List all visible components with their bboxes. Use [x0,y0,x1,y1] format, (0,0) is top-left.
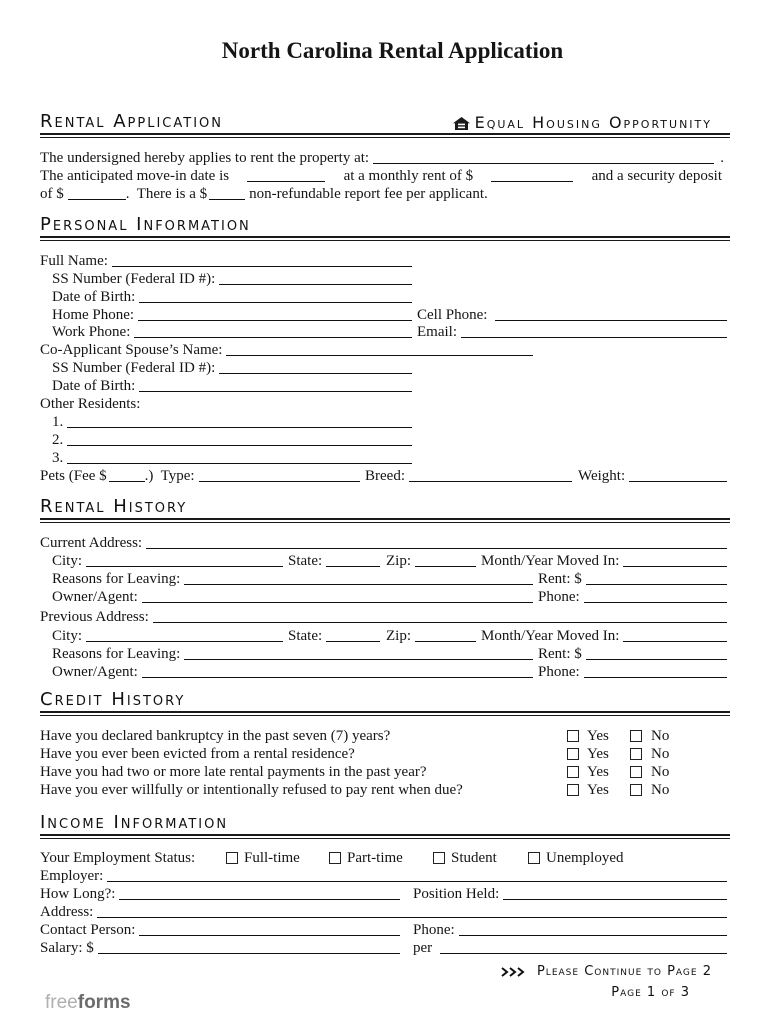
current-zip-field[interactable] [415,554,476,567]
report-fee-label: . There is a $ [125,186,208,202]
previous-phone-field[interactable] [584,665,727,678]
cell-phone-label: Cell Phone: [417,307,488,323]
home-phone-label: Home Phone: [52,307,135,323]
current-zip-row [386,552,476,570]
monthly-rent-field[interactable] [491,169,573,182]
security-deposit-label: and a security deposit [591,168,722,184]
resident-row [52,431,412,449]
property-address-period: . [720,150,724,166]
salary-period-field[interactable] [440,941,727,954]
reasons-label: Reasons for Leaving: [52,646,181,662]
ss-number-label: SS Number (Federal ID #): [52,271,216,287]
current-rent-field[interactable] [586,572,727,585]
previous-moved-in-row [481,627,727,645]
evicted-yes-checkbox[interactable] [567,748,579,760]
part-time-label: Part-time [347,850,403,866]
email-label: Email: [417,324,457,340]
resident-2-field[interactable] [67,433,412,446]
previous-rent-row [538,645,727,663]
resident-number: 2. [52,432,64,448]
current-address-label: Current Address: [40,535,143,551]
freeforms-logo [45,991,131,1015]
email-row [417,323,727,341]
current-phone-field[interactable] [584,590,727,603]
weight-label: Weight: [578,468,626,484]
late-payments-yes-checkbox[interactable] [567,766,579,778]
home-phone-field[interactable] [138,308,412,321]
student-checkbox[interactable] [433,852,445,864]
current-state-field[interactable] [326,554,380,567]
previous-owner-row [52,663,533,681]
section-heading-income-information: Income Information [40,812,229,833]
continue-note [501,962,712,982]
moved-in-label: Month/Year Moved In: [481,553,620,569]
employer-phone-row [413,921,727,939]
credit-question: Have you declared bankruptcy in the past seven (7) years? [40,728,391,744]
yes-label: Yes [587,782,609,798]
pets-row [40,467,360,485]
home-phone-row [52,306,412,324]
previous-phone-row [538,663,727,681]
position-held-field[interactable] [503,887,727,900]
resident-number: 3. [52,450,64,466]
breed-row [365,467,572,485]
no-label: No [651,764,670,780]
previous-address-label: Previous Address: [40,609,149,625]
date-of-birth-label: Date of Birth: [52,289,136,305]
previous-reasons-field[interactable] [184,647,533,660]
cell-phone-field[interactable] [495,308,727,321]
monthly-rent-label: at a monthly rent of $ [343,168,474,184]
current-address-row [40,534,727,552]
employer-address-field[interactable] [97,905,727,918]
previous-city-field[interactable] [86,629,283,642]
previous-reasons-row [52,645,533,663]
bankruptcy-yes-checkbox[interactable] [567,730,579,742]
co-date-of-birth-label: Date of Birth: [52,378,136,394]
yes-label: Yes [587,764,609,780]
full-name-field[interactable] [112,254,412,267]
student-label: Student [451,850,497,866]
credit-question: Have you ever willfully or intentionally refused to pay rent when due? [40,782,463,798]
bankruptcy-no-checkbox[interactable] [630,730,642,742]
contact-person-label: Contact Person: [40,922,136,938]
triple-arrow-icon [501,967,527,977]
no-label: No [651,728,670,744]
pets-fee-label: Pets (Fee $ [40,468,107,484]
phone-label: Phone: [538,589,580,605]
city-label: City: [52,553,83,569]
current-rent-row [538,570,727,588]
work-phone-label: Work Phone: [52,324,131,340]
position-held-label: Position Held: [413,886,500,902]
late-payments-no-checkbox[interactable] [630,766,642,778]
cell-phone-row [417,306,727,324]
contact-person-field[interactable] [139,923,400,936]
co-applicant-field[interactable] [226,343,533,356]
equal-housing-text: Equal Housing Opportunity [474,113,712,132]
salary-per-label: per [413,940,433,956]
how-long-row [40,885,400,903]
employer-address-row [40,903,727,921]
section-heading-credit-history: Credit History [40,689,186,710]
pets-type-field[interactable] [199,469,360,482]
previous-city-row [52,627,283,645]
salary-label: Salary: $ [40,940,94,956]
section-rule [40,133,730,138]
date-of-birth-row [52,288,412,306]
credit-question: Have you had two or more late rental payments in the past year? [40,764,427,780]
previous-rent-field[interactable] [586,647,727,660]
rent-label: Rent: $ [538,646,582,662]
section-heading-rental-history: Rental History [40,496,188,517]
section-rule [40,834,730,839]
no-label: No [651,782,670,798]
no-label: No [651,746,670,762]
email-field[interactable] [461,325,727,338]
full-name-label: Full Name: [40,253,108,269]
salary-field[interactable] [98,941,400,954]
logo-forms-text: forms [77,992,131,1013]
ss-number-field[interactable] [219,272,412,285]
resident-row [52,449,412,467]
date-of-birth-field[interactable] [139,290,412,303]
current-owner-row [52,588,533,606]
current-moved-in-field[interactable] [623,554,727,567]
refused-rent-yes-checkbox[interactable] [567,784,579,796]
employer-phone-label: Phone: [413,922,455,938]
deposit-prefix-label: of $ [40,186,64,202]
logo-free-text: free [45,992,78,1013]
refused-rent-no-checkbox[interactable] [630,784,642,796]
breed-label: Breed: [365,468,405,484]
rent-label: Rent: $ [538,571,582,587]
evicted-no-checkbox[interactable] [630,748,642,760]
co-applicant-label: Co-Applicant Spouse’s Name: [40,342,223,358]
pets-type-label: .) Type: [144,468,195,484]
current-owner-field[interactable] [142,590,533,603]
zip-label: Zip: [386,553,411,569]
previous-moved-in-field[interactable] [623,629,727,642]
resident-1-field[interactable] [67,415,412,428]
moved-in-label: Month/Year Moved In: [481,628,620,644]
employer-label: Employer: [40,868,104,884]
move-in-rent-row [40,167,722,185]
previous-address-row [40,608,727,626]
equal-housing-badge [453,113,712,133]
previous-state-row [288,627,380,645]
other-residents-label: Other Residents: [40,396,141,412]
how-long-field[interactable] [119,887,400,900]
current-city-field[interactable] [86,554,283,567]
zip-label: Zip: [386,628,411,644]
current-reasons-row [52,570,533,588]
co-date-of-birth-field[interactable] [139,379,412,392]
co-ss-number-row [52,359,412,377]
employer-row [40,867,727,885]
previous-owner-field[interactable] [142,665,533,678]
current-reasons-field[interactable] [184,572,533,585]
full-name-row [40,252,412,270]
work-phone-row [52,323,412,341]
section-rule [40,711,730,716]
ss-number-row [52,270,412,288]
full-time-checkbox[interactable] [226,852,238,864]
current-city-row [52,552,283,570]
co-ss-number-field[interactable] [219,361,412,374]
move-in-date-field[interactable] [247,169,325,182]
property-address-label: The undersigned hereby applies to rent the property at: [40,150,370,166]
co-date-of-birth-row [52,377,412,395]
yes-label: Yes [587,728,609,744]
security-deposit-field[interactable] [68,187,126,200]
salary-period-row [413,939,727,957]
current-state-row [288,552,380,570]
section-rule [40,518,730,523]
report-fee-field[interactable] [209,187,245,200]
resident-number: 1. [52,414,64,430]
breed-field[interactable] [409,469,572,482]
current-phone-row [538,588,727,606]
state-label: State: [288,553,323,569]
resident-row [52,413,412,431]
employer-phone-field[interactable] [459,923,727,936]
move-in-label: The anticipated move-in date is [40,168,230,184]
owner-label: Owner/Agent: [52,664,138,680]
property-address-row [40,149,730,167]
state-label: State: [288,628,323,644]
previous-address-field[interactable] [153,610,727,623]
previous-zip-row [386,627,476,645]
continue-text: Please Continue to Page 2 [536,964,712,979]
weight-field[interactable] [629,469,727,482]
equal-housing-icon [453,117,470,130]
salary-row [40,939,400,957]
employer-field[interactable] [107,869,727,882]
how-long-label: How Long?: [40,886,116,902]
part-time-checkbox[interactable] [329,852,341,864]
property-address-field[interactable] [373,151,714,164]
resident-3-field[interactable] [67,451,412,464]
weight-row [578,467,727,485]
section-heading-rental-application: Rental Application [40,111,223,132]
co-ss-number-label: SS Number (Federal ID #): [52,360,216,376]
work-phone-field[interactable] [134,325,412,338]
position-held-row [413,885,727,903]
page-number: Page 1 of 3 [611,985,690,1000]
current-address-field[interactable] [146,536,727,549]
yes-label: Yes [587,746,609,762]
section-rule [40,236,730,241]
pets-fee-field[interactable] [109,469,145,482]
unemployed-checkbox[interactable] [528,852,540,864]
reasons-label: Reasons for Leaving: [52,571,181,587]
page-title: North Carolina Rental Application [221,38,564,63]
owner-label: Owner/Agent: [52,589,138,605]
current-moved-in-row [481,552,727,570]
contact-person-row [40,921,400,939]
previous-zip-field[interactable] [415,629,476,642]
employment-status-label: Your Employment Status: [40,850,196,866]
phone-label: Phone: [538,664,580,680]
credit-question: Have you ever been evicted from a rental residence? [40,746,355,762]
employer-address-label: Address: [40,904,94,920]
full-time-label: Full-time [244,850,300,866]
co-applicant-row [40,341,533,359]
city-label: City: [52,628,83,644]
section-heading-personal-information: Personal Information [40,214,251,235]
previous-state-field[interactable] [326,629,380,642]
deposit-fee-row [40,185,488,203]
report-fee-suffix: non-refundable report fee per applicant. [249,186,488,202]
unemployed-label: Unemployed [546,850,624,866]
